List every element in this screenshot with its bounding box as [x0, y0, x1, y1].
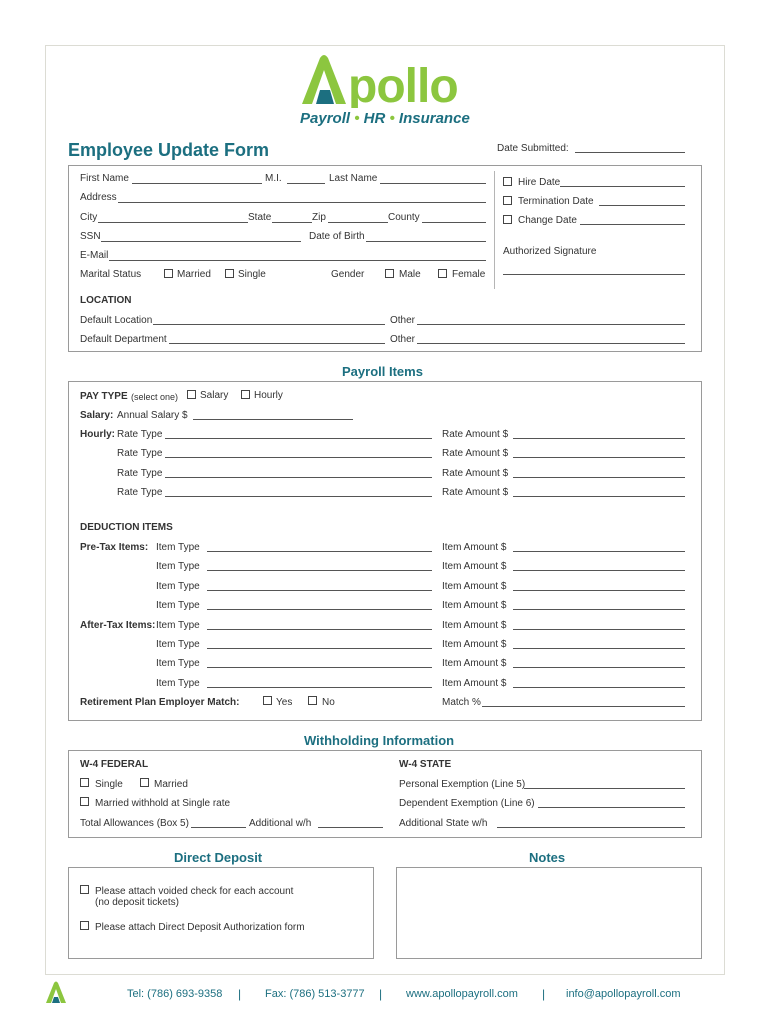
item-amount-field[interactable]: [513, 667, 685, 668]
tagline-dot: •: [389, 110, 395, 127]
rate-amount-label: Rate Amount $: [442, 429, 509, 440]
item-amount-field[interactable]: [513, 648, 685, 649]
rate-type-field[interactable]: [165, 438, 432, 439]
match-percent-label: Match %: [442, 697, 481, 708]
rate-amount-field[interactable]: [513, 477, 685, 478]
default-department-label: Default Department: [80, 334, 167, 345]
footer-website-link[interactable]: www.apollopayroll.com: [406, 988, 518, 1000]
rate-type-field[interactable]: [165, 496, 432, 497]
male-checkbox[interactable]: [385, 269, 394, 278]
tagline-hr: HR: [363, 110, 386, 127]
item-amount-field[interactable]: [513, 551, 685, 552]
zip-field[interactable]: [328, 222, 388, 223]
direct-deposit-box: [68, 867, 374, 959]
rate-amount-field[interactable]: [513, 496, 685, 497]
personal-exemption-field[interactable]: [524, 788, 685, 789]
item-amount-label: Item Amount $: [442, 542, 507, 553]
direct-deposit-title: Direct Deposit: [174, 850, 263, 865]
item-type-label: Item Type: [156, 678, 200, 689]
married-single-rate-checkbox[interactable]: [80, 797, 89, 806]
ssn-label: SSN: [80, 231, 101, 242]
federal-married-checkbox[interactable]: [140, 778, 149, 787]
retirement-match-label: Retirement Plan Employer Match:: [80, 697, 240, 708]
state-field[interactable]: [272, 222, 312, 223]
rate-type-field[interactable]: [165, 477, 432, 478]
hourly-row-label: Hourly:: [80, 429, 115, 440]
male-label: Male: [399, 269, 421, 280]
hourly-option-label: Hourly: [254, 390, 283, 401]
tagline-payroll: Payroll: [300, 110, 351, 127]
withholding-title: Withholding Information: [304, 733, 455, 748]
female-label: Female: [452, 269, 486, 280]
city-label: City: [80, 212, 98, 223]
dependent-exemption-field[interactable]: [538, 807, 685, 808]
footer-separator: |: [542, 987, 546, 1001]
w4-state-heading: W-4 STATE: [399, 759, 452, 770]
rate-type-label: Rate Type: [117, 487, 163, 498]
footer-tel: Tel: (786) 693-9358: [127, 988, 223, 1000]
termination-date-field[interactable]: [599, 205, 685, 206]
address-label: Address: [80, 192, 117, 203]
last-name-label: Last Name: [329, 173, 378, 184]
date-submitted-field[interactable]: [575, 152, 685, 153]
county-field[interactable]: [422, 222, 486, 223]
married-label: Married: [177, 269, 211, 280]
default-location-field[interactable]: [153, 324, 385, 325]
item-type-label: Item Type: [156, 620, 200, 631]
w4-federal-heading: W-4 FEDERAL: [80, 759, 149, 770]
marital-status-label: Marital Status: [80, 269, 142, 280]
footer-separator: |: [379, 987, 383, 1001]
svg-text:pollo: pollo: [348, 60, 458, 108]
hire-date-checkbox[interactable]: [503, 177, 512, 186]
first-name-field[interactable]: [132, 183, 262, 184]
item-type-field[interactable]: [207, 648, 432, 649]
dob-field[interactable]: [366, 241, 486, 242]
item-type-field[interactable]: [207, 551, 432, 552]
item-amount-label: Item Amount $: [442, 581, 507, 592]
change-date-checkbox[interactable]: [503, 215, 512, 224]
logo-tagline: [300, 110, 470, 127]
hire-date-field[interactable]: [560, 186, 685, 187]
item-amount-field[interactable]: [513, 687, 685, 688]
pre-tax-label: Pre-Tax Items:: [80, 542, 149, 553]
annual-salary-label: Annual Salary $: [117, 410, 188, 421]
additional-state-wh-label: Additional State w/h: [399, 818, 488, 829]
rate-amount-field[interactable]: [513, 457, 685, 458]
total-allowances-label: Total Allowances (Box 5): [80, 818, 189, 829]
item-type-field[interactable]: [207, 570, 432, 571]
voided-check-label: Please attach voided check for each account: [95, 886, 294, 897]
rate-amount-label: Rate Amount $: [442, 487, 509, 498]
item-amount-field[interactable]: [513, 629, 685, 630]
personal-exemption-label: Personal Exemption (Line 5): [399, 779, 526, 790]
item-amount-label: Item Amount $: [442, 600, 507, 611]
match-percent-field[interactable]: [482, 706, 685, 707]
no-deposit-tickets-label: (no deposit tickets): [95, 897, 179, 908]
dependent-exemption-label: Dependent Exemption (Line 6): [399, 798, 535, 809]
county-label: County: [388, 212, 420, 223]
column-divider: [494, 171, 495, 289]
item-type-label: Item Type: [156, 561, 200, 572]
federal-single-label: Single: [95, 779, 123, 790]
tagline-insurance: Insurance: [398, 110, 470, 127]
item-amount-field[interactable]: [513, 590, 685, 591]
federal-single-checkbox[interactable]: [80, 778, 89, 787]
city-field[interactable]: [98, 222, 248, 223]
hire-date-label: Hire Date: [518, 177, 561, 188]
deduction-items-heading: DEDUCTION ITEMS: [80, 522, 173, 533]
mi-field[interactable]: [287, 183, 325, 184]
item-type-field[interactable]: [207, 609, 432, 610]
item-amount-label: Item Amount $: [442, 658, 507, 669]
voided-check-checkbox[interactable]: [80, 885, 89, 894]
location-other-field[interactable]: [417, 324, 685, 325]
last-name-field[interactable]: [380, 183, 486, 184]
retirement-no-checkbox[interactable]: [308, 696, 317, 705]
form-title: Employee Update Form: [68, 140, 270, 160]
item-type-label: Item Type: [156, 600, 200, 611]
location-heading: LOCATION: [80, 295, 132, 306]
additional-wh-field[interactable]: [318, 827, 383, 828]
footer-logo-icon: [44, 980, 68, 1004]
item-amount-label: Item Amount $: [442, 620, 507, 631]
email-label: E-Mail: [80, 250, 109, 261]
married-checkbox[interactable]: [164, 269, 173, 278]
retirement-yes-checkbox[interactable]: [263, 696, 272, 705]
default-location-label: Default Location: [80, 315, 153, 326]
default-department-field[interactable]: [169, 343, 385, 344]
item-type-label: Item Type: [156, 542, 200, 553]
authorization-form-checkbox[interactable]: [80, 921, 89, 930]
footer-email-link[interactable]: info@apollopayroll.com: [566, 988, 681, 1000]
notes-title: Notes: [529, 850, 566, 865]
retirement-no-label: No: [322, 697, 335, 708]
item-amount-field[interactable]: [513, 609, 685, 610]
retirement-yes-label: Yes: [276, 697, 293, 708]
authorized-signature-field[interactable]: [503, 274, 685, 275]
tagline-dot: •: [354, 110, 360, 127]
rate-amount-label: Rate Amount $: [442, 448, 509, 459]
single-label: Single: [238, 269, 266, 280]
salary-row-label: Salary:: [80, 410, 114, 421]
location-other-label: Other: [390, 315, 416, 326]
rate-amount-label: Rate Amount $: [442, 468, 509, 479]
date-submitted-label: Date Submitted:: [497, 143, 569, 154]
authorization-form-label: Please attach Direct Deposit Authorization form: [95, 922, 305, 933]
payroll-items-title: Payroll Items: [342, 364, 423, 379]
ssn-field[interactable]: [101, 241, 301, 242]
item-amount-field[interactable]: [513, 570, 685, 571]
female-checkbox[interactable]: [438, 269, 447, 278]
email-field[interactable]: [109, 260, 486, 261]
apollo-logo: [298, 52, 470, 130]
termination-date-label: Termination Date: [518, 196, 594, 207]
rate-amount-field[interactable]: [513, 438, 685, 439]
rate-type-field[interactable]: [165, 457, 432, 458]
total-allowances-field[interactable]: [191, 827, 246, 828]
after-tax-label: After-Tax Items:: [80, 620, 156, 631]
state-label: State: [248, 212, 272, 223]
first-name-label: First Name: [80, 173, 129, 184]
mi-label: M.I.: [265, 173, 282, 184]
footer-separator: |: [238, 987, 242, 1001]
address-field[interactable]: [118, 202, 486, 203]
hourly-checkbox[interactable]: [241, 390, 250, 399]
change-date-label: Change Date: [518, 215, 577, 226]
additional-state-wh-field[interactable]: [497, 827, 685, 828]
rate-type-label: Rate Type: [117, 448, 163, 459]
federal-married-label: Married: [154, 779, 188, 790]
apollo-logo-mark: [298, 52, 470, 108]
gender-label: Gender: [331, 269, 365, 280]
item-type-label: Item Type: [156, 658, 200, 669]
rate-type-label: Rate Type: [117, 429, 163, 440]
rate-type-label: Rate Type: [117, 468, 163, 479]
pay-type-label: PAY TYPE: [80, 391, 128, 402]
item-type-label: Item Type: [156, 581, 200, 592]
department-other-label: Other: [390, 334, 416, 345]
single-checkbox[interactable]: [225, 269, 234, 278]
item-type-field[interactable]: [207, 629, 432, 630]
select-one-hint: (select one): [131, 392, 179, 402]
item-amount-label: Item Amount $: [442, 639, 507, 650]
item-type-field[interactable]: [207, 687, 432, 688]
authorized-signature-label: Authorized Signature: [503, 246, 597, 257]
item-type-field[interactable]: [207, 590, 432, 591]
salary-option-label: Salary: [200, 390, 229, 401]
item-type-label: Item Type: [156, 639, 200, 650]
zip-label: Zip: [312, 212, 326, 223]
termination-date-checkbox[interactable]: [503, 196, 512, 205]
item-type-field[interactable]: [207, 667, 432, 668]
change-date-field[interactable]: [580, 224, 685, 225]
additional-wh-label: Additional w/h: [249, 818, 312, 829]
item-amount-label: Item Amount $: [442, 678, 507, 689]
item-amount-label: Item Amount $: [442, 561, 507, 572]
dob-label: Date of Birth: [309, 231, 365, 242]
footer-fax: Fax: (786) 513-3777: [265, 988, 365, 1000]
notes-textarea[interactable]: [396, 867, 702, 959]
married-single-rate-label: Married withhold at Single rate: [95, 798, 231, 809]
department-other-field[interactable]: [417, 343, 685, 344]
salary-checkbox[interactable]: [187, 390, 196, 399]
annual-salary-field[interactable]: [193, 419, 353, 420]
